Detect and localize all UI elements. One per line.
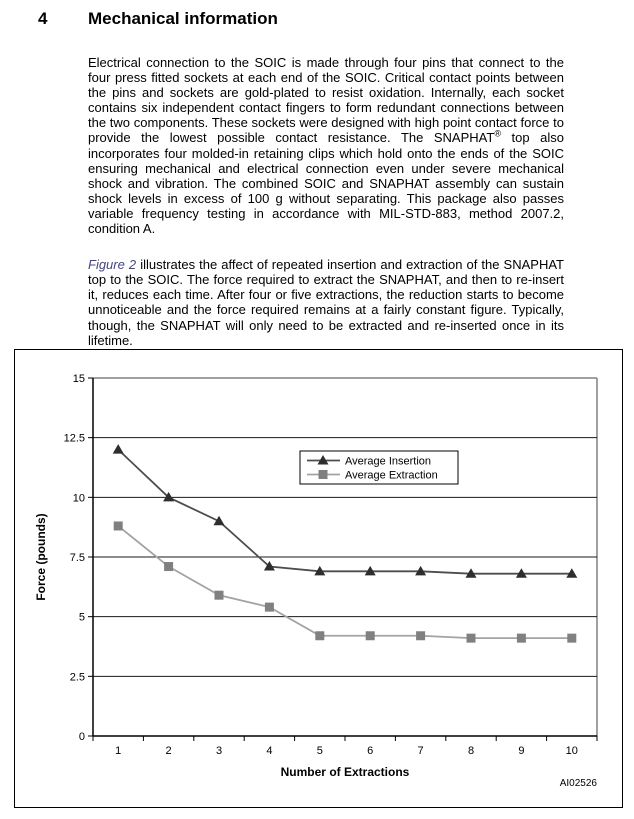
marker-square-average-extraction [215, 591, 224, 600]
x-tick-label: 1 [115, 745, 122, 757]
marker-square-average-extraction [164, 562, 173, 571]
x-tick-label: 4 [266, 745, 273, 757]
x-tick-label: 10 [565, 745, 578, 757]
x-tick-label: 2 [165, 745, 172, 757]
y-tick-label: 7.5 [69, 552, 85, 564]
y-tick-label: 12.5 [63, 432, 85, 445]
marker-square-average-extraction [265, 603, 274, 612]
paragraph-mechanical-info [88, 55, 564, 236]
legend-square-icon [319, 470, 328, 479]
marker-square-average-extraction [315, 631, 324, 640]
marker-square-average-extraction [366, 631, 375, 640]
document-page [0, 8, 634, 819]
legend-label: Average Insertion [345, 455, 432, 468]
figure-watermark: AI02526 [559, 778, 597, 789]
section-title: Mechanical information [88, 9, 278, 28]
marker-triangle-average-insertion [113, 444, 124, 454]
y-tick-label: 5 [78, 611, 85, 624]
x-tick-label: 8 [467, 745, 475, 757]
section-heading [38, 8, 634, 30]
marker-square-average-extraction [567, 634, 576, 643]
registered-mark: ® [494, 129, 502, 140]
figure2-link[interactable]: Figure 2 [88, 257, 137, 273]
figure-box [14, 349, 623, 808]
marker-triangle-average-insertion [214, 516, 225, 526]
series-line-average-extraction [118, 526, 572, 638]
x-axis-title: Number of Extractions [280, 765, 410, 779]
legend-label: Average Extraction [345, 469, 438, 482]
y-tick-label: 10 [72, 492, 85, 505]
paragraph-figure2-description [88, 257, 564, 348]
text-run: top also incorporates four molded-in retaining clips which hold onto the ends of the SOIC ensuring mechanical and electrical connection even under severe mechanical shock and vibration. The combined SOIC and SNAPHAT assembly can sustain shock levels in excess of 100 g without separating. This package also passes variable frequency testing in accordance with MIL-STD-883, method 2007.2, condition A. [88, 130, 564, 237]
insertion-extraction-chart [15, 350, 622, 807]
y-tick-label: 15 [72, 373, 85, 385]
marker-square-average-extraction [467, 634, 476, 643]
y-axis-title: Force (pounds) [34, 513, 48, 601]
marker-square-average-extraction [114, 521, 123, 530]
y-tick-label: 0 [78, 731, 85, 743]
x-tick-label: 7 [417, 745, 424, 757]
y-tick-label: 2.5 [69, 671, 85, 684]
section-number: 4 [38, 9, 48, 28]
marker-square-average-extraction [416, 631, 425, 640]
text-run: illustrates the affect of repeated insertion and extraction of the SNAPHAT top to the SOIC. The force required to extract the SNAPHAT, and then to re-insert it, reduces each time. After four or five extractions, the reduction starts to become unnoticeable and the force required remains at a fairly constant figure. Typically, though, the SNAPHAT will only need to be extracted and re-inserted once in its lifetime. [88, 257, 564, 348]
marker-square-average-extraction [517, 634, 526, 643]
x-tick-label: 6 [367, 745, 374, 757]
x-tick-label: 5 [316, 745, 323, 757]
x-tick-label: 9 [518, 745, 525, 757]
x-tick-label: 3 [215, 745, 223, 757]
text-run: Electrical connection to the SOIC is made through four pins that connect to the four press fitted sockets at each end of the SOIC. Critical contact points between the pins and sockets are gold-plated to resist oxidation. Internally, each socket contains six independent contact fingers to form redundant connections between the two components. These sockets were designed with high point contact force to provide the lowest possible contact resistance. The SNAPHAT [88, 55, 564, 146]
